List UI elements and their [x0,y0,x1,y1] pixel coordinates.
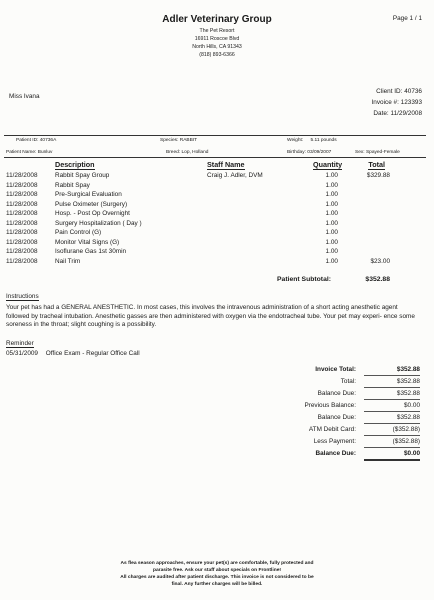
patient-weight [287,137,337,144]
birthday-label: Birthday: [287,150,306,155]
client-id-row [372,86,422,97]
column-header-quantity: Quantity [313,160,343,169]
clinic-name: Adler Veterinary Group [162,14,272,25]
item-total: $23.00 [370,257,390,265]
item-date: 11/28/2008 [6,219,38,227]
column-header-total: Total [368,160,385,169]
page-number: Page 1 / 1 [392,15,422,22]
table-row [0,247,434,257]
column-header-description: Description [55,160,95,169]
item-description: Surgery Hospitalization ( Day ) [55,219,142,227]
summary-label: Less Payment: [313,438,356,445]
clinic-phone: (818) 893-6366 [199,52,235,58]
item-date: 11/28/2008 [6,257,38,265]
invoice-date-label: Date: [373,110,389,117]
summary-value: $352.88 [364,364,420,376]
item-date: 11/28/2008 [6,172,38,179]
invoice-date-row [372,108,422,119]
item-quantity: 1.00 [325,181,338,189]
item-description: Rabbit Spay Group [55,172,110,179]
summary-label: Previous Balance: [304,402,356,409]
summary-row [260,436,420,448]
line-items-table [0,171,434,266]
client-info [372,86,422,119]
summary-label: Invoice Total: [315,366,356,373]
item-quantity: 1.00 [325,200,338,208]
item-description: Pre-Surgical Evaluation [55,191,122,198]
summary-row [260,448,420,460]
item-date: 11/28/2008 [6,229,38,236]
table-row [0,228,434,238]
item-total: $329.88 [366,172,390,179]
item-date: 11/28/2008 [6,191,38,198]
item-quantity: 1.00 [325,229,338,236]
summary-row [260,388,420,400]
reminder-item [6,350,140,357]
table-row [0,219,434,229]
item-date: 11/28/2008 [6,200,38,208]
breed-value: Lop, Holland [181,150,209,155]
client-id-value: 40736 [404,88,422,95]
item-description: Pulse Oximeter (Surgery) [55,200,128,208]
item-description: Monitor Vital Signs (G) [55,238,120,246]
item-quantity: 1.00 [325,257,338,265]
client-id-label: Client ID: [376,88,403,95]
item-quantity: 1.00 [325,172,338,179]
column-header-staff: Staff Name [207,160,245,169]
item-description: Pain Control (G) [55,229,102,236]
item-quantity: 1.00 [325,191,338,198]
footer-line: All charges are audited after patient discharge. This invoice is not considered to be [120,575,314,580]
invoice-number-value: 123393 [400,99,422,106]
patient-sex [355,149,400,156]
reminder-title: Reminder [6,340,34,347]
weight-label: Weight: [287,138,304,143]
breed-label: Breed: [166,150,181,155]
summary-value: ($352.88) [364,436,420,448]
patient-top-rule [4,135,426,136]
birthday-value: 03/09/2007 [307,150,332,155]
item-quantity: 1.00 [325,210,338,217]
patient-species [160,137,197,144]
summary-row [260,376,420,388]
summary-value: $0.00 [364,400,420,412]
footer-line: parasite free. Ask our staff about specials on Frontline! [152,568,282,573]
summary-value: $0.00 [364,448,420,461]
summary-row [260,400,420,412]
species-label: Species: [160,138,179,143]
invoice-date-value: 11/29/2008 [390,110,422,117]
summary-value: $352.88 [364,412,420,424]
summary-row [260,424,420,436]
patient-id [16,137,56,144]
summary-value: $352.88 [364,376,420,388]
patient-birthday [287,149,331,156]
summary-label: Balance Due: [317,414,356,421]
item-quantity: 1.00 [325,238,338,246]
sex-label: Sex: [355,150,365,155]
item-date: 11/28/2008 [6,181,38,189]
item-description: Rabbit Spay [55,181,90,189]
table-row [0,238,434,248]
item-description: Nail Trim [55,257,81,265]
table-row [0,209,434,219]
invoice-number-label: Invoice #: [371,99,399,106]
summary-label: Balance Due: [315,450,356,457]
item-date: 11/28/2008 [6,248,38,255]
weight-unit: pounds [320,138,337,143]
instructions-title: Instructions [6,293,39,300]
item-description: Hosp. - Post Op Overnight [55,210,130,217]
reminder-date: 05/31/2009 [6,350,38,357]
item-date: 11/28/2008 [6,238,38,246]
sex-value: Spayed-Female [365,150,400,155]
table-row [0,171,434,181]
invoice-summary [260,364,420,460]
species-value: RABBIT [179,138,198,143]
weight-value: 5.11 [310,138,320,143]
patient-subtotal-label: Patient Subtotal: [277,276,331,283]
item-staff: Craig J. Adler, DVM [207,172,263,179]
summary-label: ATM Debit Card: [308,426,356,433]
instructions-text: Your pet has had a GENERAL ANESTHETIC. In most cases, this involves the intravenous administration of a short acting anesthetic agent followed by tracheal intubation. Anesthetic gasses are then administered with oxygen via the endotracheal tube. Your pet may experi- ence some soreness in the throat; slight coughing is a possibility. [6,304,415,328]
patient-name-value: Bunluv [37,150,53,155]
footer-line: final. Any further charges will be billed. [171,582,263,587]
patient-subtotal-value: $352.88 [365,276,390,283]
item-quantity: 1.00 [325,248,338,255]
summary-label: Balance Due: [317,390,356,397]
invoice-number-row [372,97,422,108]
reminder-text: Office Exam - Regular Office Call [45,350,140,357]
summary-row [260,412,420,424]
item-quantity: 1.00 [325,219,338,227]
item-description: Isoflurane Gas 1st 30min [55,248,127,255]
footer-notice [0,560,434,588]
footer-line: As flea season approaches, ensure your pet(s) are comfortable, fully protected and [120,561,314,566]
client-name: Miss Ivana [9,93,40,100]
table-row [0,257,434,267]
summary-label: Total: [340,378,356,385]
table-row [0,200,434,210]
table-row [0,181,434,191]
clinic-address-line: The Pet Resort [199,28,235,34]
patient-id-label: Patient ID: [16,138,39,143]
summary-value: $352.88 [364,388,420,400]
patient-name [6,149,52,156]
patient-id-value: 40736A [39,138,57,143]
patient-breed [166,149,208,156]
item-date: 11/28/2008 [6,210,38,217]
table-row [0,190,434,200]
clinic-address-line: 16911 Roscoe Blvd [194,36,240,42]
summary-row [260,364,420,376]
summary-value: ($352.88) [364,424,420,436]
patient-name-label: Patient Name: [6,150,37,155]
clinic-address-line: North Hills, CA 91343 [192,44,242,50]
patient-bottom-rule [4,157,426,158]
